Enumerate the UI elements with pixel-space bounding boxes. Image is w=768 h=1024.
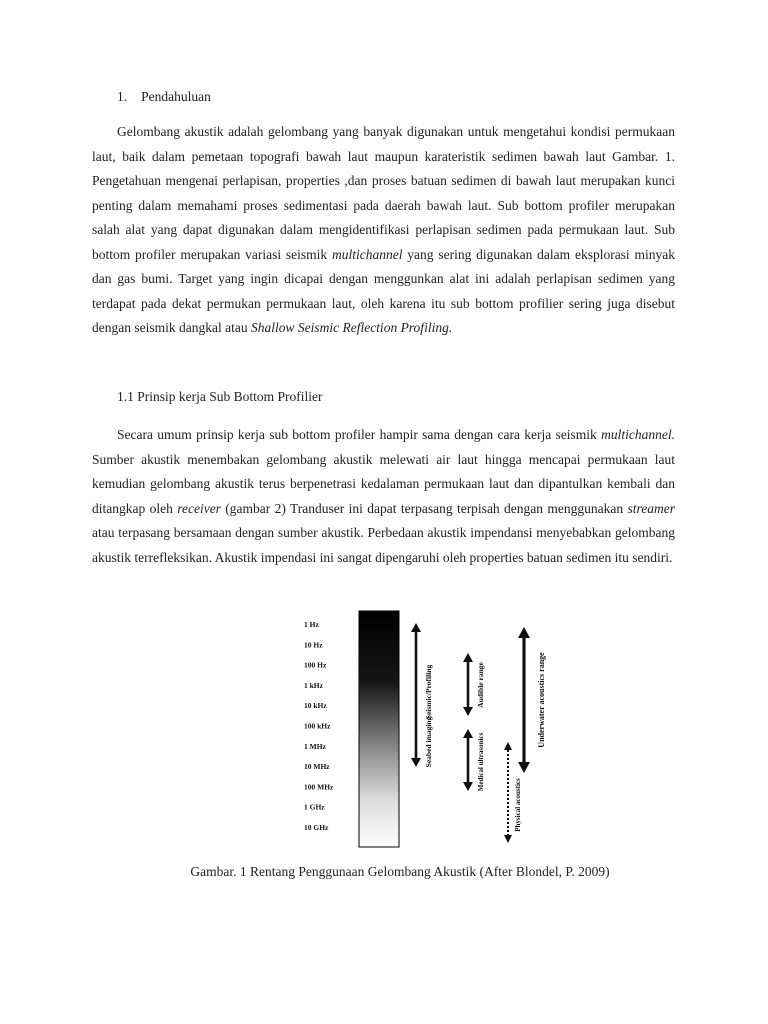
section-1-number: 1. <box>117 89 128 104</box>
frequency-label: 100 Hz <box>304 660 327 670</box>
para2-italic-multichannel: multichannel. <box>601 427 675 442</box>
frequency-label: 1 GHz <box>304 802 325 812</box>
physical-acoustics-arrow <box>504 742 512 843</box>
section-1-1-heading: 1.1 Prinsip kerja Sub Bottom Profilier <box>117 389 323 404</box>
underwater-acoustics-range-arrow <box>518 627 530 773</box>
physical-acoustics-label: Physical acoustics <box>514 778 522 832</box>
seismic-profiling-label: Seismic/Profiling <box>424 664 433 720</box>
frequency-label: 1 Hz <box>304 620 319 629</box>
frequency-label: 10 Hz <box>304 640 323 650</box>
underwater-acoustics-label: Underwater acoustics range <box>537 652 546 748</box>
audible-range-arrow <box>463 653 473 716</box>
frequency-gradient-bar <box>359 611 399 847</box>
frequency-label: 100 kHz <box>304 721 331 731</box>
para2-italic-receiver: receiver <box>177 500 221 516</box>
para1-italic-multichannel: multichannel <box>331 246 403 262</box>
frequency-label: 10 MHz <box>304 762 330 772</box>
paragraph-prinsip-kerja <box>92 423 675 570</box>
para1-text-2: yang sering digunakan dalam eksplorasi minyak dan gas bumi. Target yang ingin dicapai dengan menggunkan alat ini adalah perlapisan sedimen yang terdapat pada dekat permukan permukaan laut, oleh karena itu sub bottom profilier sering juga disebut dengan seismik dangkal atau <box>92 246 675 335</box>
section-1-title: Pendahuluan <box>141 89 211 104</box>
para2-text-3: (gambar 2) Tranduser ini dapat terpasang terpisah dengan menggunakan <box>220 500 628 516</box>
para2-text-1: Secara umum prinsip kerja sub bottom profiler hampir sama dengan cara kerja seismik <box>117 427 602 442</box>
figure-caption: Gambar. 1 Rentang Penggunaan Gelombang Akustik (After Blondel, P. 2009) <box>190 864 610 879</box>
frequency-label: 100 MHz <box>304 782 334 792</box>
para2-text-4: atau terpasang bersamaan dengan sumber akustik. Perbedaan akustik impendansi menyebabkan gelombang akustik terrefleksikan. Akustik impendasi ini sangat dipengaruhi oleh properties batuan sedimen itu sendiri. <box>92 525 675 565</box>
para2-text-2: Sumber akustik menembakan gelombang akustik melewati air laut hingga mencapai permukaan laut kemudian gelombang akustik terus berpenetrasi kedalaman permukaan laut dan dipantulkan kembali dan ditangkap oleh <box>92 451 675 516</box>
para1-text-1: Gelombang akustik adalah gelombang yang banyak digunakan untuk mengetahui kondisi permukaan laut, baik dalam pemetaan topografi bawah laut maupun karateristik sedimen bawah laut Gambar. 1. Pengetahuan mengenai perlapisan, properties ,dan proses batuan sedimen di bawah laut merupakan kunci penting dalam memahami proses sedimentasi pada daerah bawah laut. Sub bottom profiler merupakan salah alat yang dapat digunakan dalam mengidentifikasi perlapisan sedimen pada permukaan laut. Sub bottom profiler merupakan variasi seismik <box>92 124 675 262</box>
frequency-label: 1 MHz <box>304 741 326 751</box>
medical-ultrasonics-arrow <box>463 729 473 791</box>
acoustic-range-figure <box>296 610 556 850</box>
audible-range-label: Audible range <box>476 662 485 708</box>
paragraph-pendahuluan <box>92 120 675 341</box>
frequency-label: 1 kHz <box>304 680 323 690</box>
seabed-imaging-label: Seabed imaging <box>424 716 433 768</box>
frequency-label: 10 GHz <box>304 823 329 832</box>
seismic-profiling-range-arrow <box>411 623 421 767</box>
para2-italic-streamer: streamer <box>627 500 675 516</box>
para1-italic-shallow-seismic: Shallow Seismic Reflection Profiling. <box>250 320 453 335</box>
frequency-label: 10 kHz <box>304 701 327 711</box>
medical-ultrasonics-label: Medical ultrasonics <box>477 732 485 792</box>
section-1-heading <box>117 88 211 106</box>
